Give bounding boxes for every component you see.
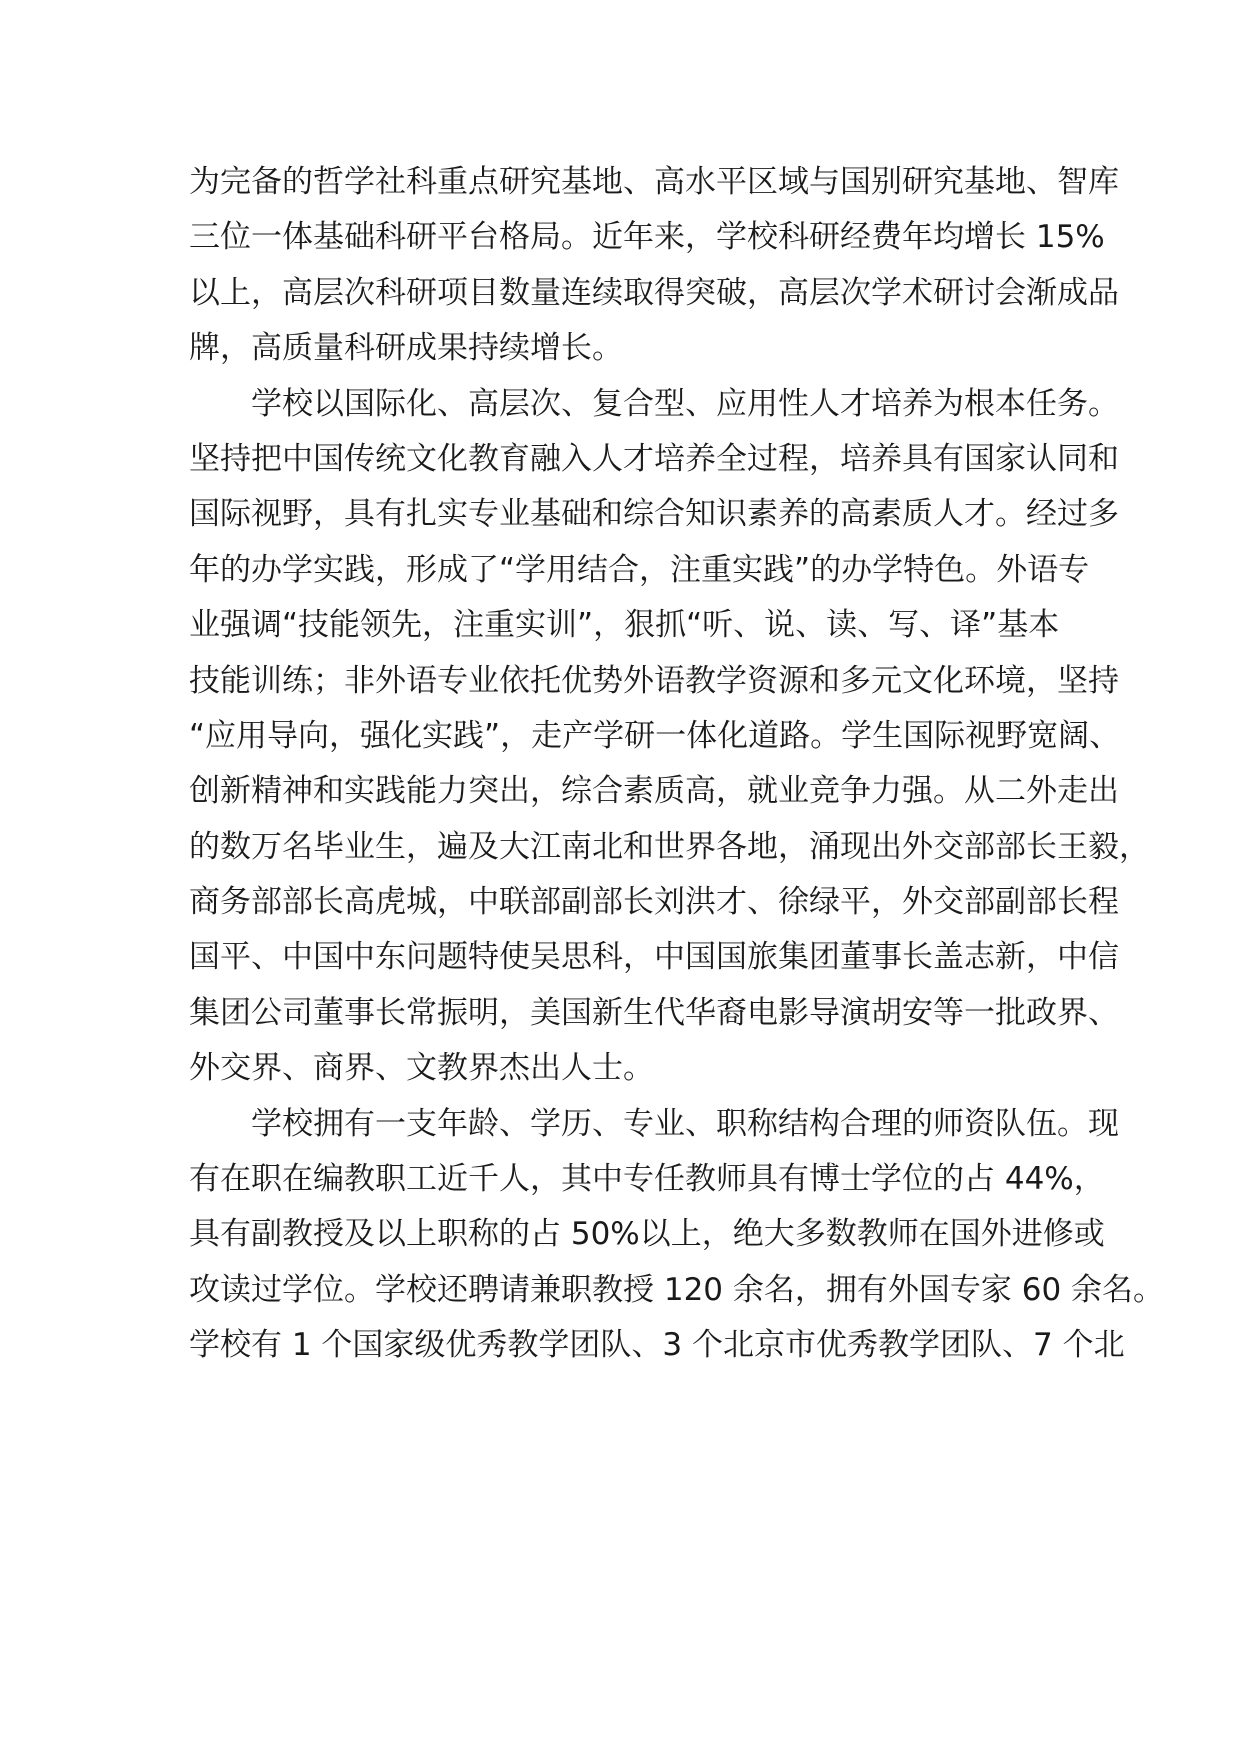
text-line: 具有副教授及以上职称的占 50%以上，绝大多数教师在国外进修或 [189,1216,1105,1253]
text-line: 攻读过学位。学校还聘请兼职教授 120 余名，拥有外国专家 60 余名。 [189,1271,1165,1308]
text-line: 集团公司董事长常振明，美国新生代华裔电影导演胡安等一批政界、 [189,994,1119,1031]
text-line: 商务部部长高虎城，中联部副部长刘洪才、徐绿平，外交部副部长程 [189,884,1119,921]
text-line: 三位一体基础科研平台格局。近年来，学校科研经费年均增长 15% [189,219,1105,256]
text-line: 学校有 1 个国家级优秀教学团队、3 个北京市优秀教学团队、7 个北 [189,1327,1125,1364]
text-line: 牌，高质量科研成果持续增长。 [189,330,623,367]
text-line: 为完备的哲学社科重点研究基地、高水平区域与国别研究基地、智库 [189,164,1119,200]
text-line: 有在职在编教职工近千人，其中专任教师具有博士学位的占 44%， [189,1161,1105,1198]
text-line: 以上，高层次科研项目数量连续取得突破，高层次学术研讨会渐成品 [189,274,1119,311]
text-line: 国际视野，具有扎实专业基础和综合知识素养的高素质人才。经过多 [189,496,1119,533]
text-line: 学校拥有一支年龄、学历、专业、职称结构合理的师资队伍。现 [251,1105,1119,1142]
text-line: “应用导向，强化实践”，走产学研一体化道路。学生国际视野宽阔、 [189,717,1121,754]
text-line: 业强调“技能领先，注重实训”，狠抓“听、说、读、写、译”基本 [189,607,1060,644]
text-line: 学校以国际化、高层次、复合型、应用性人才培养为根本任务。 [251,385,1119,422]
text-line: 坚持把中国传统文化教育融入人才培养全过程，培养具有国家认同和 [189,440,1119,477]
text-line: 年的办学实践，形成了“学用结合，注重实践”的办学特色。外语专 [189,551,1090,588]
text-line: 国平、中国中东问题特使吴思科，中国国旅集团董事长盖志新，中信 [189,939,1119,976]
body-text [189,155,1165,1374]
text-line: 的数万名毕业生，遍及大江南北和世界各地，涌现出外交部部长王毅， [189,828,1150,865]
text-line: 外交界、商界、文教界杰出人士。 [189,1050,654,1087]
text-line: 技能训练；非外语专业依托优势外语教学资源和多元文化环境，坚持 [189,662,1119,699]
text-line: 创新精神和实践能力突出，综合素质高，就业竞争力强。从二外走出 [189,773,1119,810]
